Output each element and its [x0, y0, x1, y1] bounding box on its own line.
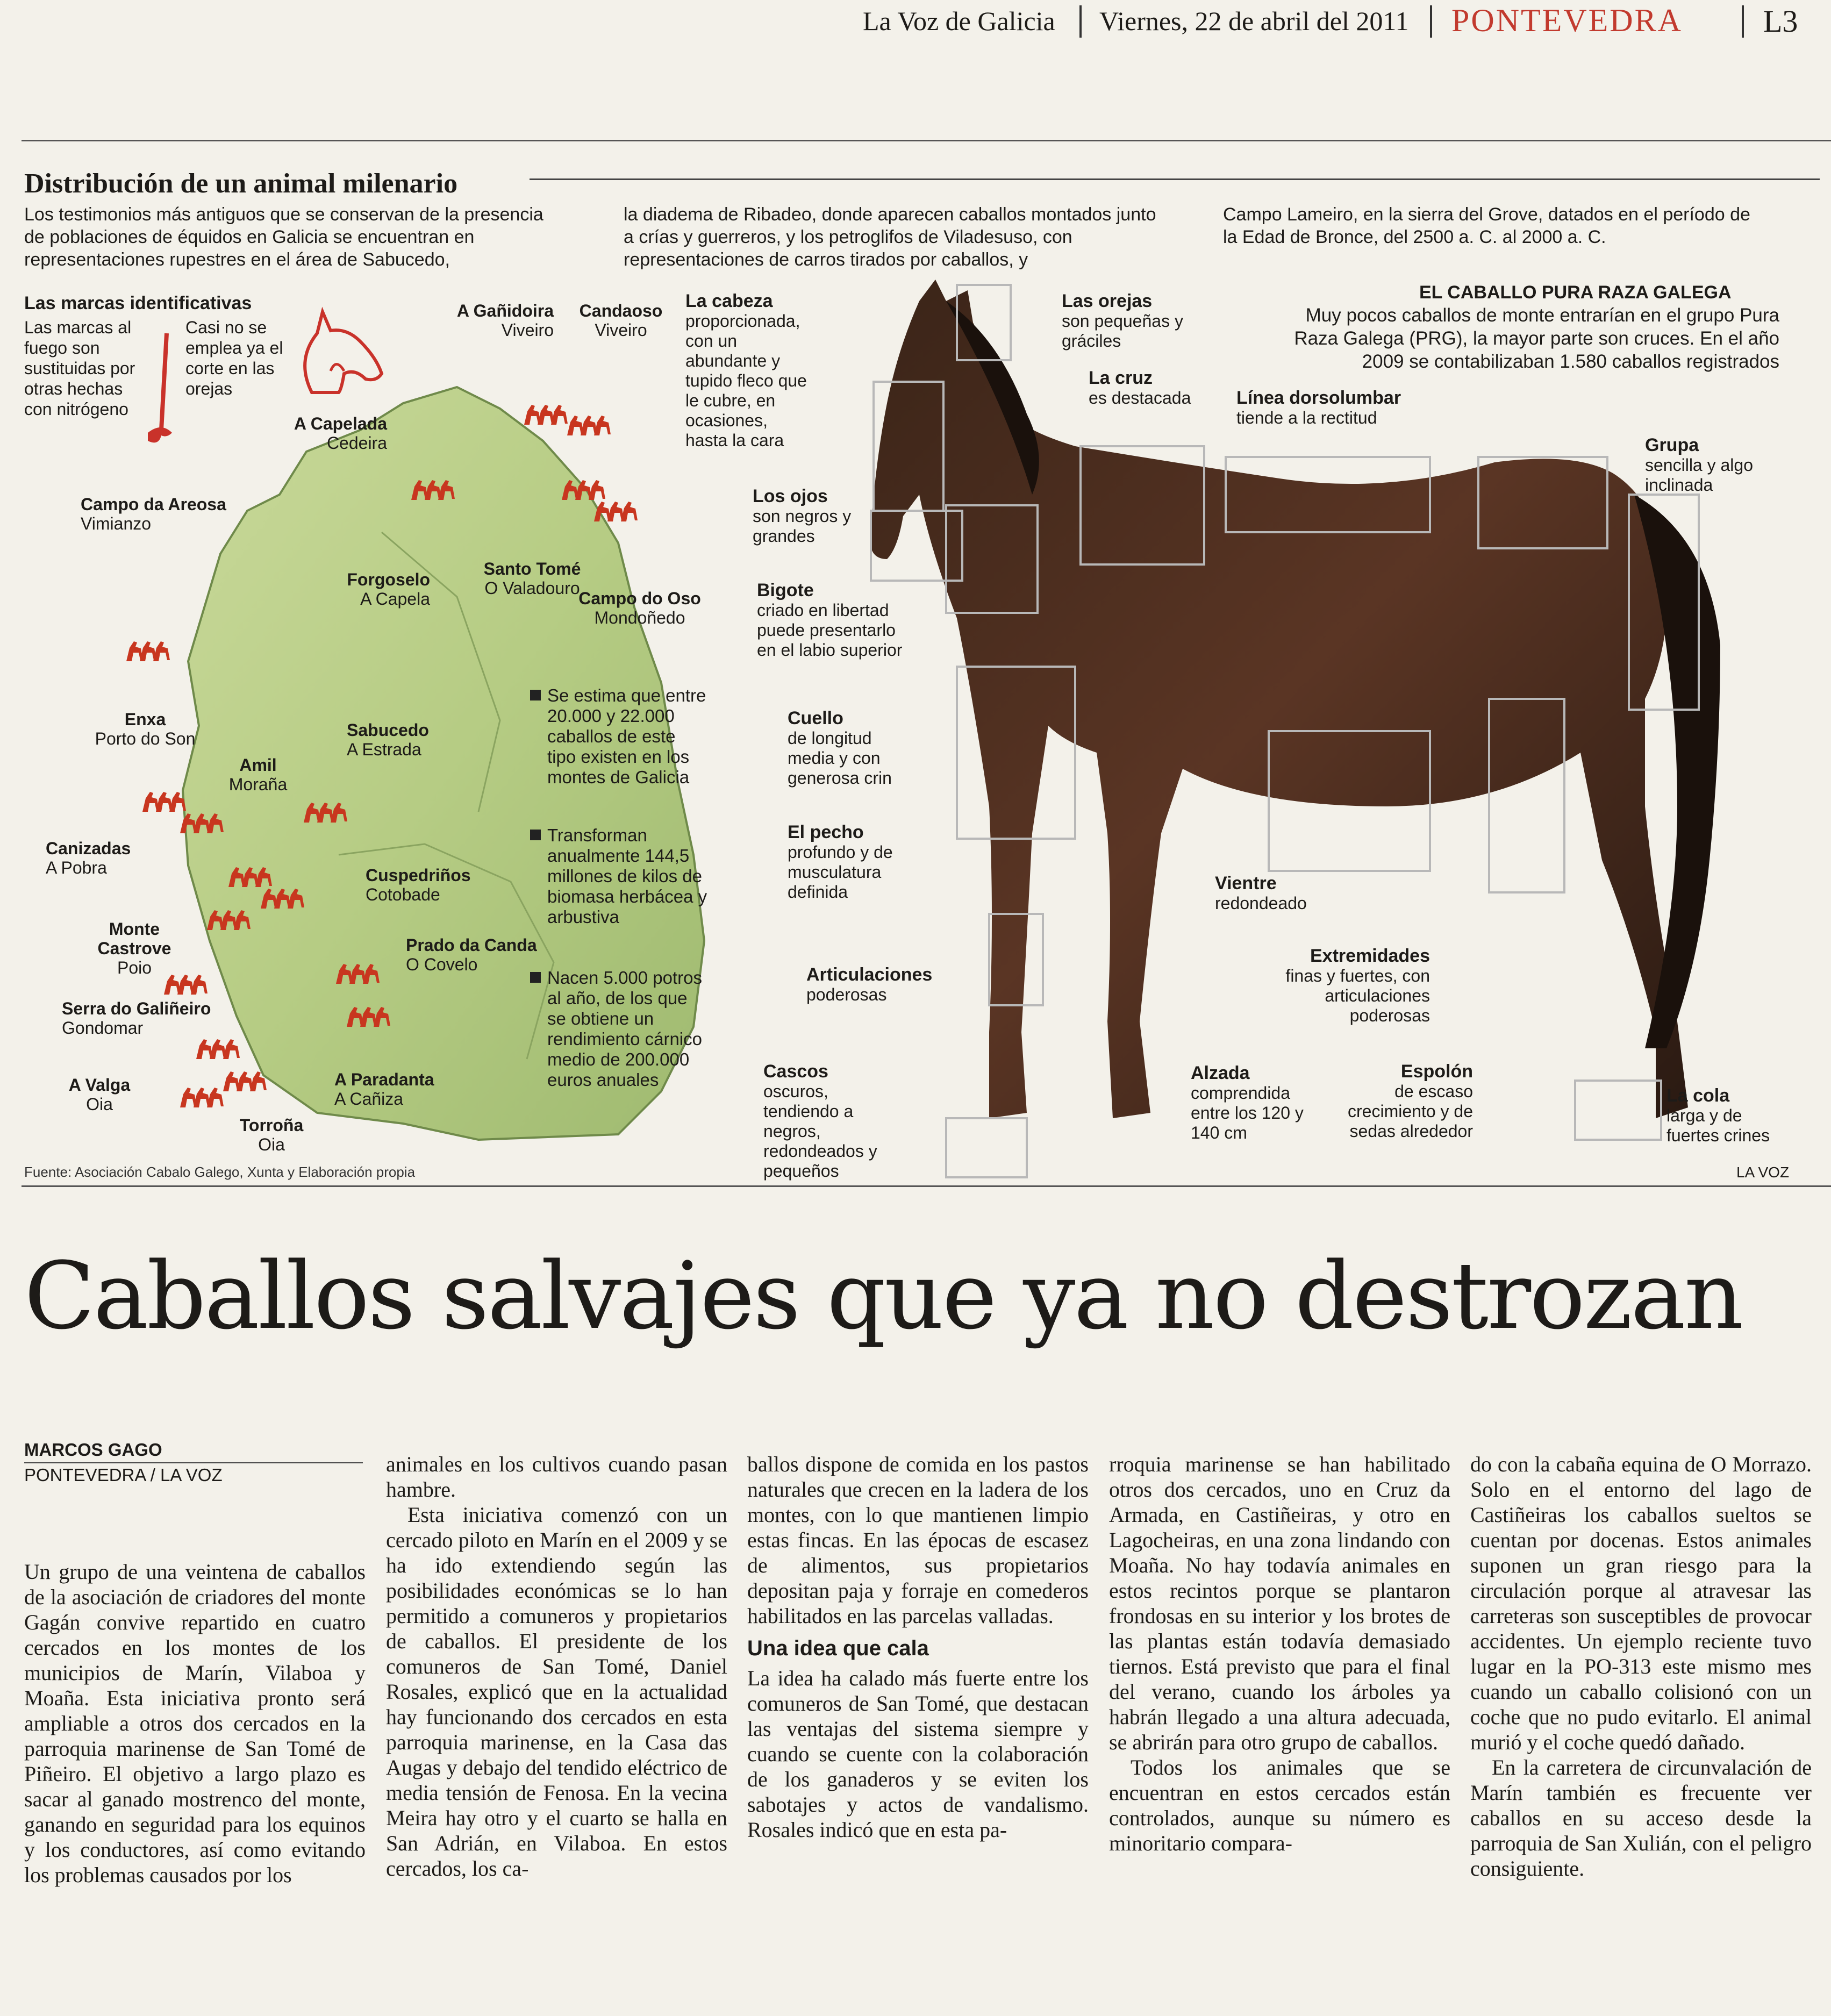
horse-herd-icon — [220, 1064, 269, 1094]
horse-herd-icon — [344, 1000, 392, 1030]
paragraph: Esta iniciativa comenzó con un cercado piloto en Marín en el 2009 y se ha ido extendiendo según las posibilidades económicas se lo han permitido a comuneros y propietarios de caballos. El presidente de los comuneros de San Tomé, Daniel Rosales, explicó que en la actualidad hay funcionando dos cercados en esta parroquia marinense, en la Casa das Augas y debajo del tendido eléctrico de media tensión de Fenosa. En la vecina Meira hay otro y el cuarto se halla en San Adrián, en Vilaboa. En estos cercados, los ca- — [386, 1503, 727, 1881]
paragraph: La idea ha calado más fuerte entre los comuneros de San Tomé, que destacan las ventajas del sistema siempre y cuando se cuente con la colaboración de los ganaderos y se eviten los sabotajes y actos de vandalismo. Rosales indicó que en esta pa- — [747, 1666, 1089, 1842]
place-label: Sabucedo A Estrada — [347, 720, 429, 759]
horse-herd-icon — [521, 398, 570, 427]
header-divider — [1079, 5, 1082, 38]
paragraph: ballos dispone de comida en los pastos naturales que crecen en la ladera de los montes, con lo que mantienen limpio estas fincas. En las épocas de escasez de alimentos, sus propietarios depositan paja y forraje en comederos habilitados en las parcelas valladas. — [747, 1452, 1089, 1628]
dateline: PONTEVEDRA / LA VOZ — [24, 1465, 223, 1485]
horse-herd-icon — [591, 495, 640, 524]
horse-herd-icon — [124, 634, 172, 664]
place-label: Serra do Galiñeiro Gondomar — [62, 999, 211, 1038]
marks-text-ears: Casi no se emplea ya el corte en las orejas — [185, 318, 283, 398]
place-label: Amil Moraña — [228, 755, 288, 794]
paragraph: En la carretera de circunvalación de Marín también es frecuente ver caballos en su acceso desde la parroquia de San Xulián, con el peligro consiguiente. — [1470, 1755, 1812, 1881]
place-label: Santo Tomé O Valadouro — [483, 559, 581, 598]
horse-herd-icon — [333, 957, 382, 986]
graphic-credit: LA VOZ — [1736, 1164, 1790, 1181]
issue-date: Viernes, 22 de abril del 2011 — [1099, 6, 1409, 36]
horse-herd-icon — [177, 1081, 226, 1110]
label-dorsolumbar: Línea dorsolumbar tiende a la rectitud — [1236, 388, 1401, 427]
label-ojos: Los ojos son negros y grandes — [753, 486, 852, 546]
paragraph: Un grupo de una veintena de caballos de la asociación de criadores del monte Gagán convive repartido en cuatro cercados en los montes de los municipios de Marín, Vilaboa y Moaña. Esta iniciativa pronto será ampliable a otros dos cercados en la parroquia marinense de San Tomé de Piñeiro. El objetivo a largo plazo es sacar al ganado mostrenco del monte, ganando en seguridad para los equinos y los conductores, así como evitando los problemas causados por los — [24, 1560, 366, 1887]
headline: Caballos salvajes que ya no destrozan — [24, 1242, 1742, 1350]
page-number: L3 — [1763, 4, 1798, 39]
place-label: Canizadas A Pobra — [46, 839, 131, 877]
stat-foals: Nacen 5.000 potros al año, de los que se obtiene un rendimiento cárnico medio de 200.000 euros anuales — [547, 968, 709, 1090]
label-bigote: Bigote criado en libertad puede presentarlo en el labio superior — [757, 580, 903, 660]
label-cruz: La cruz es destacada — [1089, 368, 1191, 408]
place-label: Candaoso Viveiro — [579, 301, 663, 340]
marks-text-fire: Las marcas al fuego son sustituidas por otras hechas con nitrógeno — [24, 318, 135, 419]
infographic-title: Distribución de un animal milenario — [24, 168, 458, 199]
place-label: A Paradanta A Cañiza — [334, 1070, 434, 1109]
page-header — [0, 0, 1831, 43]
label-grupa: Grupa sencilla y algo inclinada — [1645, 435, 1753, 495]
article-column-1 — [24, 1559, 366, 1888]
label-pecho: El pecho profundo y de musculatura definida — [788, 822, 893, 902]
article-column-4 — [1109, 1452, 1450, 1856]
place-label: Prado da Canda O Covelo — [406, 935, 537, 974]
horse-herd-icon — [177, 806, 226, 836]
horse-herd-icon — [564, 409, 613, 438]
label-cuello: Cuello de longitud media y con generosa crin — [788, 708, 892, 788]
stat-biomass: Transforman anualmente 144,5 millones de kilos de biomasa herbácea y arbustiva — [547, 825, 709, 927]
label-alzada: Alzada comprendida entre los 120 y 140 cm — [1191, 1063, 1304, 1142]
intro-text: Campo Lameiro, en la sierra del Grove, datados en el período de la Edad de Bronce, del 2500 a. C. al 2000 a. C. — [1223, 204, 1750, 247]
horse-herd-icon — [258, 882, 306, 911]
label-articulaciones: Articulaciones poderosas — [806, 964, 933, 1004]
place-label: Campo do Oso Mondoñedo — [578, 589, 701, 627]
place-label: A Capelada Cedeira — [294, 414, 387, 453]
paragraph: Todos los animales que se encuentran en estos cercados están controlados, aunque su número es minoritario compara- — [1109, 1755, 1450, 1855]
title-rule — [530, 178, 1820, 180]
article-column-2 — [386, 1452, 727, 1881]
place-label: Campo da Areosa Vimianzo — [81, 495, 226, 533]
subheading: Una idea que cala — [747, 1636, 929, 1660]
paragraph: rroquia marinense se han habilitado otros dos cercados, uno en Cruz da Armada, en Castiñeiras, y otro en Lagocheiras, en una zona lindando con Moaña. No hay todavía animales en estos recintos porque se plantaron frondosas en su interior y los brotes de las plantas están todavía demasiado tiernos. Está previsto que para el final del verano, cuando los árboles ya habrán llegado a una altura adecuada, se abrirán para otro grupo de caballos. — [1109, 1452, 1450, 1754]
prg-text: Muy pocos caballos de monte entrarían en el grupo Pura Raza Galega (PRG), la mayor parte son cruces. En el año 2009 se contabilizaban 1.580 caballos registrados — [1294, 305, 1779, 372]
label-orejas: Las orejas son pequeñas y gráciles — [1062, 291, 1183, 351]
place-label: Forgoselo A Capela — [347, 570, 430, 609]
header-divider — [1430, 5, 1432, 38]
marks-title: Las marcas identificativas — [24, 293, 252, 313]
place-label: A Gañidoira Viveiro — [456, 301, 554, 340]
horse-herd-icon — [409, 473, 457, 503]
place-label: Cuspedriños Cotobade — [366, 866, 471, 904]
article-column-5 — [1470, 1452, 1812, 1881]
horse-herd-icon — [301, 796, 349, 825]
intro-text: la diadema de Ribadeo, donde aparecen caballos montados junto a crías y guerreros, y los petroglifos de Viladesuso, con representaciones de carros tirados por caballos, y — [624, 204, 1156, 270]
paragraph: do con la cabaña equina de O Morrazo. Solo en el entorno del lago de Castiñeiras los caballos sueltos se cuentan por docenas. Estos animales suponen un gran riesgo para la circulación porque al atravesar las carreteras son susceptibles de provocar accidentes. Un ejemplo reciente tuvo lugar en la PO-313 este mismo mes cuando un caballo colisionó con un coche que no pudo evitarlo. El animal murió y el coche quedó dañado. — [1470, 1452, 1812, 1754]
infographic-bottom-rule — [22, 1185, 1831, 1187]
label-extremidades: Extremidades finas y fuertes, con articulaciones poderosas — [1285, 946, 1430, 1025]
place-label: Monte Castrove Poio — [97, 919, 171, 977]
label-espolon: Espolón de escaso crecimiento y de sedas alrededor — [1348, 1061, 1473, 1141]
stat-horse-count: Se estima que entre 20.000 y 22.000 caballos de este tipo existen en los montes de Galicia — [547, 685, 709, 788]
intro-text: Los testimonios más antiguos que se conservan de la presencia de poblaciones de équidos en Galicia se encuentran en representaciones rupestres en el área de Sabucedo, — [24, 204, 543, 270]
header-divider — [1742, 5, 1744, 38]
top-rule — [22, 140, 1831, 141]
byline-rule — [24, 1462, 363, 1463]
author: MARCOS GAGO — [24, 1440, 162, 1460]
article-column-3 — [747, 1452, 1089, 1842]
horse-herd-icon — [204, 903, 253, 933]
prg-title: EL CABALLO PURA RAZA GALEGA — [1419, 282, 1732, 303]
label-cabeza: La cabeza proporcionada, con un abundante y tupido fleco que le cubre, en ocasiones, hasta la cara — [685, 291, 807, 450]
label-vientre: Vientre redondeado — [1215, 873, 1307, 913]
paragraph: animales en los cultivos cuando pasan hambre. — [386, 1452, 727, 1502]
section-name: PONTEVEDRA — [1451, 3, 1683, 38]
label-cola: La cola larga y de fuertes crines — [1667, 1085, 1770, 1145]
source-note: Fuente: Asociación Cabalo Galego, Xunta y Elaboración propia — [24, 1164, 416, 1180]
newspaper-name: La Voz de Galicia — [863, 6, 1055, 36]
place-label: A Valga Oia — [68, 1075, 131, 1114]
place-label: Enxa Porto do Son — [95, 710, 196, 748]
place-label: Torroña Oia — [239, 1116, 304, 1154]
label-cascos: Cascos oscuros, tendiendo a negros, redondeados y pequeños — [763, 1061, 877, 1181]
